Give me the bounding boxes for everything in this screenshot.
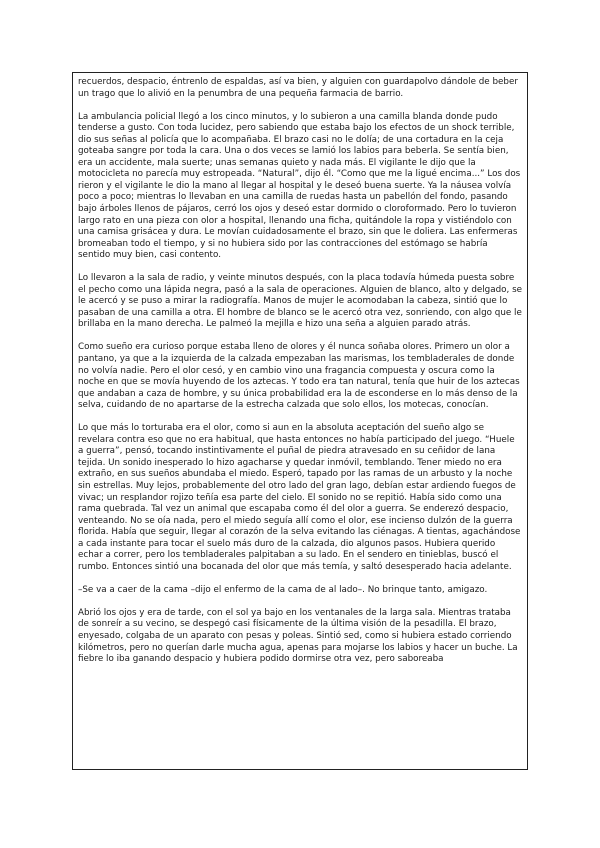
page-frame bbox=[72, 72, 528, 770]
paragraph-6: –Se va a caer de la cama –dijo el enfermo de la cama de al lado–. No brinque tanto, amigazo. bbox=[78, 584, 488, 595]
paragraph-4: Como sueño era curioso porque estaba lleno de olores y él nunca soñaba olores. Primero un olor a pantano, ya que a la izquierda de la calzada empezaban las marismas, los tembladerales de donde no volvía nadie. Pero el olor cesó, y en cambio vino una fragancia compuesta y oscura como la noche en que se movía huyendo de los aztecas. Y todo era tan natural, tenía que huir de los aztecas que andaban a caza de hombre, y su única probabilidad era la de esconderse en lo más denso de la selva, cuidando de no apartarse de la estrecha calzada que solo ellos, los motecas, conocían. bbox=[78, 342, 520, 411]
paragraph-2: La ambulancia policial llegó a los cinco minutos, y lo subieron a una camilla blanda donde pudo tenderse a gusto. Con toda lucidez, pero sabiendo que estaba bajo los efectos de un shock terrible, dio sus señas al policía que lo acompañaba. El brazo casi no le dolía; de una cortadura en la ceja goteaba sangre por toda la cara. Una o dos veces se lamió los labios para beberla. Se sentía bien, era un accidente, mala suerte; unas semanas quieto y nada más. El vigilante le dijo que la motocicleta no parecía muy estropeada. “Natural”, dijo él. “Como que me la ligué encima...” Los dos rieron y el vigilante le dio la mano al llegar al hospital y le deseó buena suerte. Ya la náusea volvía poco a poco; mientras lo llevaban en una camilla de ruedas hasta un pabellón del fondo, pasando bajo árboles llenos de pájaros, cerró los ojos y deseó estar dormido o cloroformado. Pero lo tuvieron largo rato en una pieza con olor a hospital, llenando una ficha, quitándole la ropa y vistiéndolo con una camisa grisácea y dura. Le movían cuidadosamente el brazo, sin que le doliera. Las enfermeras bromeaban todo el tiempo, y si no hubiera sido por las contracciones del estómago se habría sentido muy bien, casi contento. bbox=[78, 111, 521, 261]
paragraph-3: Lo llevaron a la sala de radio, y veinte minutos después, con la placa todavía húmeda puesta sobre el pecho como una lápida negra, pasó a la sala de operaciones. Alguien de blanco, alto y delgado, se le acercó y se puso a mirar la radiografía. Manos de mujer le acomodaban la cabeza, sintió que lo pasaban de una camilla a otra. El hombre de blanco se le acercó otra vez, sonriendo, con algo que le brillaba en la mano derecha. Le palmeó la mejilla e hizo una seña a alguien parado atrás. bbox=[78, 273, 523, 330]
paragraph-1: recuerdos, despacio, éntrenlo de espaldas, así va bien, y alguien con guardapolvo dándole de beber un trago que lo alivió en la penumbra de una pequeña farmacia de barrio. bbox=[78, 77, 518, 99]
paragraph-7: Abrió los ojos y era de tarde, con el sol ya bajo en los ventanales de la larga sala. Mientras trataba de sonreír a su vecino, se despegó casi físicamente de la última visión de la pesadilla. El brazo, enyesado, colgaba de un aparato con pesas y poleas. Sintió sed, como si hubiera estado corriendo kilómetros, pero no querían darle mucha agua, apenas para mojarse los labios y hacer un buche. La fiebre lo iba ganando despacio y hubiera podido dormirse otra vez, pero saboreaba bbox=[78, 607, 518, 665]
paragraph-5: Lo que más lo torturaba era el olor, como si aun en la absoluta aceptación del sueño algo se revelara contra eso que no era habitual, que hasta entonces no había participado del juego. “Huele a guerra”, pensó, tocando instintivamente el puñal de piedra atravesado en su ceñidor de lana tejida. Un sonido inesperado lo hizo agacharse y quedar inmóvil, temblando. Tener miedo no era extraño, en sus sueños abundaba el miedo. Esperó, tapado por las ramas de un arbusto y la noche sin estrellas. Muy lejos, probablemente del otro lado del gran lago, debían estar ardiendo fuegos de vivac; un resplandor rojizo teñía esa parte del cielo. El sonido no se repitió. Había sido como una rama quebrada. Tal vez un animal que escapaba como él del olor a guerra. Se enderezó despacio, venteando. No se oía nada, pero el miedo seguía allí como el olor, ese incienso dulzón de la guerra florida. Había que seguir, llegar al corazón de la selva evitando las ciénagas. A tientas, agachándose a cada instante para tocar el suelo más duro de la calzada, dio algunos pasos. Hubiera querido echar a correr, pero los tembladerales palpitaban a su lado. En el sendero en tinieblas, buscó el rumbo. Entonces sintió una bocanada del olor que más temía, y saltó desesperado hacia adelante. bbox=[78, 423, 521, 572]
